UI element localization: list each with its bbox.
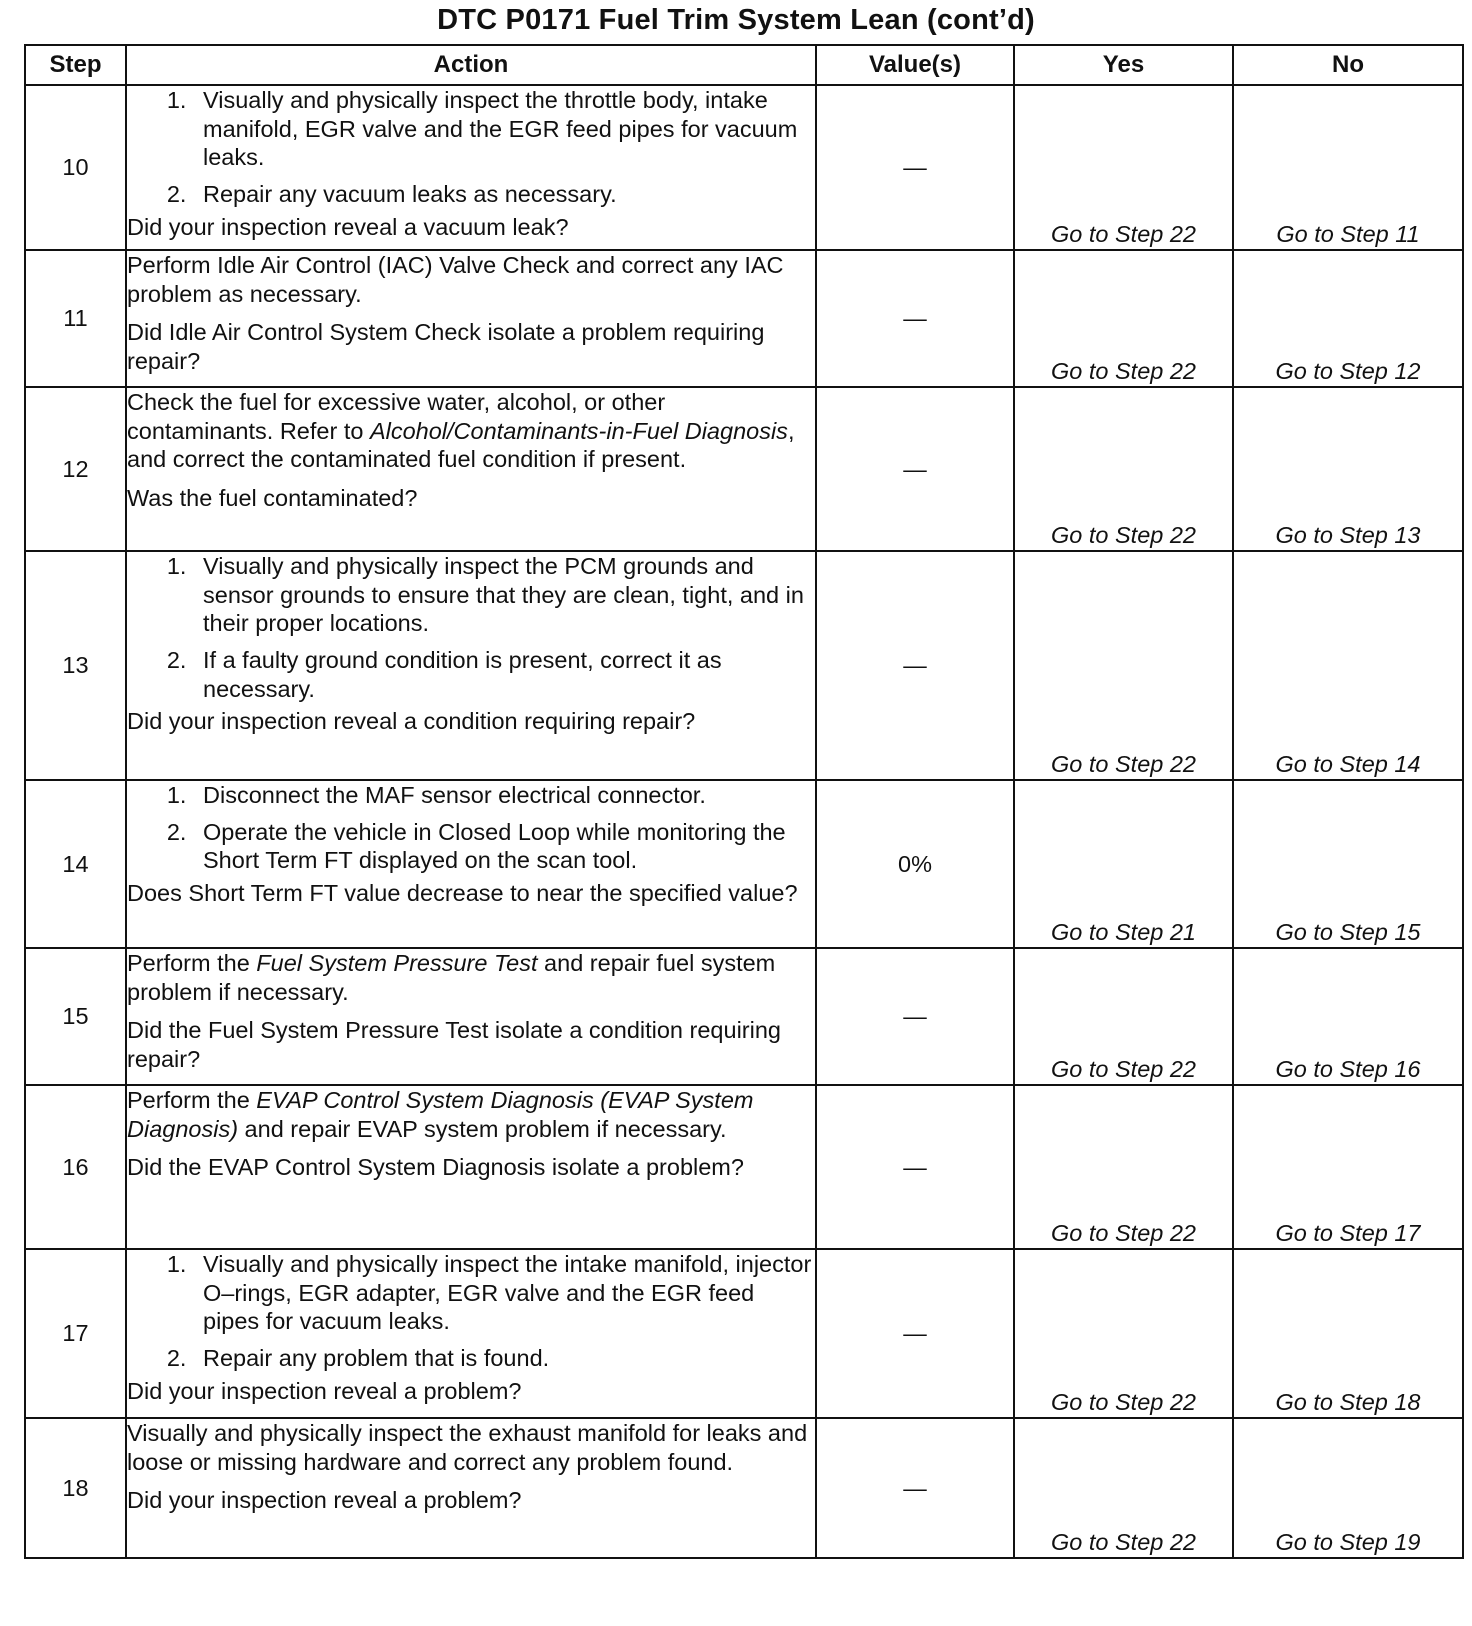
table-row <box>25 250 1463 387</box>
value-cell: — <box>816 1418 1014 1558</box>
action-cell <box>126 250 816 387</box>
action-item: 2. Operate the vehicle in Closed Loop while monitoring the Short Term FT displayed on the scan tool. <box>193 818 815 875</box>
no-cell: Go to Step 14 <box>1233 551 1463 780</box>
yes-cell: Go to Step 22 <box>1014 1085 1233 1249</box>
table-row <box>25 85 1463 250</box>
step-number: 15 <box>25 948 126 1085</box>
action-text: Perform Idle Air Control (IAC) Valve Check and correct any IAC problem as necessary. <box>127 252 784 307</box>
action-question: Does Short Term FT value decrease to near the specified value? <box>127 879 798 906</box>
action-text <box>127 1086 815 1143</box>
action-cell <box>126 948 816 1085</box>
action-list <box>127 552 815 703</box>
table-row <box>25 1249 1463 1418</box>
action-list <box>127 86 815 209</box>
yes-cell: Go to Step 22 <box>1014 551 1233 780</box>
value-cell: — <box>816 1249 1014 1418</box>
action-cell <box>126 1418 816 1558</box>
action-item: 2. Repair any vacuum leaks as necessary. <box>193 180 815 209</box>
action-cell <box>126 1085 816 1249</box>
header-values: Value(s) <box>816 45 1014 85</box>
procedure-reference: Fuel System Pressure Test <box>256 950 538 976</box>
step-number: 14 <box>25 780 126 948</box>
action-question: Did your inspection reveal a problem? <box>127 1487 522 1514</box>
value-cell: — <box>816 948 1014 1085</box>
no-cell: Go to Step 19 <box>1233 1418 1463 1558</box>
table-header-row <box>25 45 1463 85</box>
action-cell <box>126 1249 816 1418</box>
no-cell: Go to Step 13 <box>1233 387 1463 551</box>
value-cell: 0% <box>816 780 1014 948</box>
action-cell <box>126 780 816 948</box>
no-cell: Go to Step 15 <box>1233 780 1463 948</box>
step-number: 10 <box>25 85 126 250</box>
value-cell: — <box>816 551 1014 780</box>
action-item: 2. Repair any problem that is found. <box>193 1344 815 1373</box>
action-cell <box>126 551 816 780</box>
yes-cell: Go to Step 22 <box>1014 387 1233 551</box>
step-number: 11 <box>25 250 126 387</box>
document-title: DTC P0171 Fuel Trim System Lean (cont’d) <box>437 4 1035 36</box>
no-cell: Go to Step 18 <box>1233 1249 1463 1418</box>
action-text <box>127 388 815 474</box>
step-number: 17 <box>25 1249 126 1418</box>
procedure-reference: Alcohol/Contaminants-in-Fuel Diagnosis <box>369 417 788 444</box>
yes-cell: Go to Step 22 <box>1014 1249 1233 1418</box>
action-item: 1. Disconnect the MAF sensor electrical connector. <box>193 781 815 810</box>
header-step: Step <box>25 45 126 85</box>
yes-cell: Go to Step 22 <box>1014 1418 1233 1558</box>
table-row <box>25 387 1463 551</box>
yes-cell: Go to Step 22 <box>1014 85 1233 250</box>
step-number: 18 <box>25 1418 126 1558</box>
step-number: 13 <box>25 551 126 780</box>
table-row <box>25 1085 1463 1249</box>
procedure-reference: EVAP Control System Diagnosis (EVAP System Diagnosis) <box>127 1087 754 1142</box>
step-number: 16 <box>25 1085 126 1249</box>
no-cell: Go to Step 11 <box>1233 85 1463 250</box>
value-cell: — <box>816 1085 1014 1249</box>
yes-cell: Go to Step 22 <box>1014 250 1233 387</box>
yes-cell: Go to Step 21 <box>1014 780 1233 948</box>
action-text-part: Perform the <box>127 1087 257 1113</box>
action-text-part: Check the fuel for excessive water, alcohol, or other contaminants. Refer to <box>127 389 666 444</box>
action-question: Did Idle Air Control System Check isolate a problem requiring repair? <box>127 319 765 374</box>
value-cell: — <box>816 387 1014 551</box>
action-text-part: and repair fuel system problem if necessary. <box>127 950 776 1005</box>
header-action: Action <box>126 45 816 85</box>
table-row <box>25 1418 1463 1558</box>
no-cell: Go to Step 17 <box>1233 1085 1463 1249</box>
header-no: No <box>1233 45 1463 85</box>
action-text-part: Perform the <box>127 950 257 976</box>
action-item: 1. Visually and physically inspect the throttle body, intake manifold, EGR valve and the EGR feed pipes for vacuum leaks. <box>193 86 815 172</box>
action-item: 1. Visually and physically inspect the PCM grounds and sensor grounds to ensure that they are clean, tight, and in their proper locations. <box>193 552 815 638</box>
table-row <box>25 948 1463 1085</box>
value-cell: — <box>816 85 1014 250</box>
action-question: Did your inspection reveal a condition requiring repair? <box>127 708 696 735</box>
action-item: 1. Visually and physically inspect the intake manifold, injector O–rings, EGR adapter, EGR valve and the EGR feed pipes for vacuum leaks. <box>193 1250 815 1336</box>
value-cell: — <box>816 250 1014 387</box>
action-question: Did your inspection reveal a vacuum leak? <box>127 213 569 240</box>
action-list <box>127 781 815 875</box>
diagnostic-steps-table <box>24 44 1464 1559</box>
no-cell: Go to Step 16 <box>1233 948 1463 1085</box>
action-question: Was the fuel contaminated? <box>127 484 418 511</box>
header-yes: Yes <box>1014 45 1233 85</box>
action-text-part: , and correct the contaminated fuel condition if present. <box>127 417 795 473</box>
no-cell: Go to Step 12 <box>1233 250 1463 387</box>
action-question: Did the Fuel System Pressure Test isolate a condition requiring repair? <box>127 1017 781 1072</box>
table-row <box>25 780 1463 948</box>
step-number: 12 <box>25 387 126 551</box>
action-text <box>127 949 815 1006</box>
action-cell <box>126 85 816 250</box>
action-list <box>127 1250 815 1373</box>
action-text: Visually and physically inspect the exhaust manifold for leaks and loose or missing hardware and correct any problem found. <box>127 1420 808 1475</box>
action-item: 2. If a faulty ground condition is present, correct it as necessary. <box>193 646 815 703</box>
yes-cell: Go to Step 22 <box>1014 948 1233 1085</box>
action-question: Did the EVAP Control System Diagnosis isolate a problem? <box>127 1154 744 1181</box>
action-text-part: and repair EVAP system problem if necessary. <box>238 1115 727 1142</box>
action-cell <box>126 387 816 551</box>
action-question: Did your inspection reveal a problem? <box>127 1377 522 1404</box>
table-row <box>25 551 1463 780</box>
